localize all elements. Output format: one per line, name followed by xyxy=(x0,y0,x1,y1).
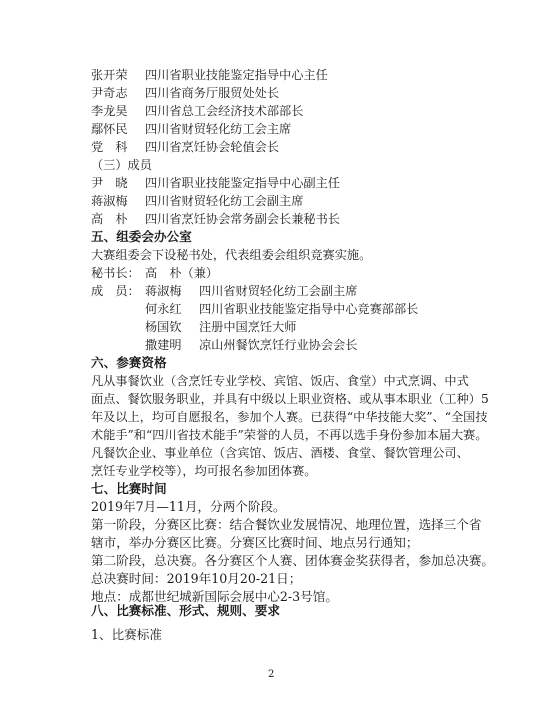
secretary-label: 秘书长： xyxy=(91,266,140,280)
section-title: 八、比赛标准、形式、规则、要求 xyxy=(91,603,280,618)
member-role: 四川省财贸轻化纺工会主席 xyxy=(145,122,292,136)
paragraph-text: 术能手”和“四川省技术能手”荣誉的人员，不再以选手身份参加本届大赛。 xyxy=(91,428,488,442)
member-name: 张开荣 xyxy=(91,68,128,82)
member-name: 杨国钦 xyxy=(145,320,182,334)
paragraph-text: 地点：成都世纪城新国际会展中心2-3号馆。 xyxy=(91,589,338,604)
section-title: 六、参赛资格 xyxy=(91,355,167,370)
section-title: 七、比赛时间 xyxy=(91,481,167,496)
member-name: 撒建明 xyxy=(145,338,182,352)
paragraph-text: 2019年7月—11月，分两个阶段。 xyxy=(91,499,286,514)
paragraph-text: 面点、餐饮服务职业，并具有中级以上职业资格、或从事本职业（工种）5 xyxy=(91,392,489,406)
subsection-title: 1、比赛标准 xyxy=(91,627,162,642)
member-name: 高 朴 xyxy=(91,212,128,226)
member-role: 四川省职业技能鉴定指导中心副主任 xyxy=(145,176,340,190)
member-role: 四川省烹饪协会常务副会长兼秘书长 xyxy=(145,212,340,226)
member-role: 四川省烹饪协会轮值会长 xyxy=(145,140,280,154)
secretary-value: 高 朴（兼） xyxy=(145,266,219,280)
member-name: 尹 晓 xyxy=(91,176,128,190)
paragraph-text: 第二阶段，总决赛。各分赛区个人赛、团体赛金奖获得者，参加总决赛。 xyxy=(91,553,494,568)
member-role: 四川省总工会经济技术部部长 xyxy=(145,104,304,118)
paragraph-text: 凡餐饮企业、事业单位（含宾馆、饭店、酒楼、食堂、餐饮管理公司、 xyxy=(91,446,469,460)
paragraph-text: 年及以上，均可自愿报名，参加个人赛。已获得“中华技能大奖”、“全国技 xyxy=(91,410,488,424)
paragraph-text: 第一阶段，分赛区比赛：结合餐饮业发展情况、地理位置，选择三个省 xyxy=(91,517,482,532)
member-name: 党 科 xyxy=(91,140,128,154)
paragraph-text: 总决赛时间：2019年10月20-21日； xyxy=(91,571,302,586)
member-name: 何永红 xyxy=(145,302,182,316)
section-title: 五、组委会办公室 xyxy=(91,229,192,244)
member-role: 四川省财贸轻化纺工会副主席 xyxy=(199,284,358,298)
page-number: 2 xyxy=(268,669,275,680)
member-name: 鄢怀民 xyxy=(91,122,128,136)
member-name: 蒋淑梅 xyxy=(91,194,128,208)
subsection-title: （三）成员 xyxy=(91,158,152,172)
paragraph-text: 凡从事餐饮业（含烹饪专业学校、宾馆、饭店、食堂）中式烹调、中式 xyxy=(91,374,469,388)
member-name: 尹奇志 xyxy=(91,86,128,100)
paragraph-text: 烹饪专业学校等），均可报名参加团体赛。 xyxy=(91,464,317,478)
member-role: 凉山州餐饮烹饪行业协会会长 xyxy=(199,338,358,352)
section-intro: 大赛组委会下设秘书处，代表组委会组织竞赛实施。 xyxy=(91,248,372,262)
member-name: 蒋淑梅 xyxy=(145,284,182,298)
paragraph-text: 辖市，举办分赛区比赛。分赛区比赛时间、地点另行通知； xyxy=(91,535,419,550)
member-role: 四川省财贸轻化纺工会副主席 xyxy=(145,194,304,208)
member-role: 四川省职业技能鉴定指导中心竞赛部部长 xyxy=(199,302,419,316)
member-role: 四川省商务厅服贸处处长 xyxy=(145,86,280,100)
members-label: 成 员： xyxy=(91,284,140,298)
member-role: 注册中国烹饪大师 xyxy=(199,320,297,334)
member-role: 四川省职业技能鉴定指导中心主任 xyxy=(145,68,328,82)
member-name: 李龙昊 xyxy=(91,104,128,118)
